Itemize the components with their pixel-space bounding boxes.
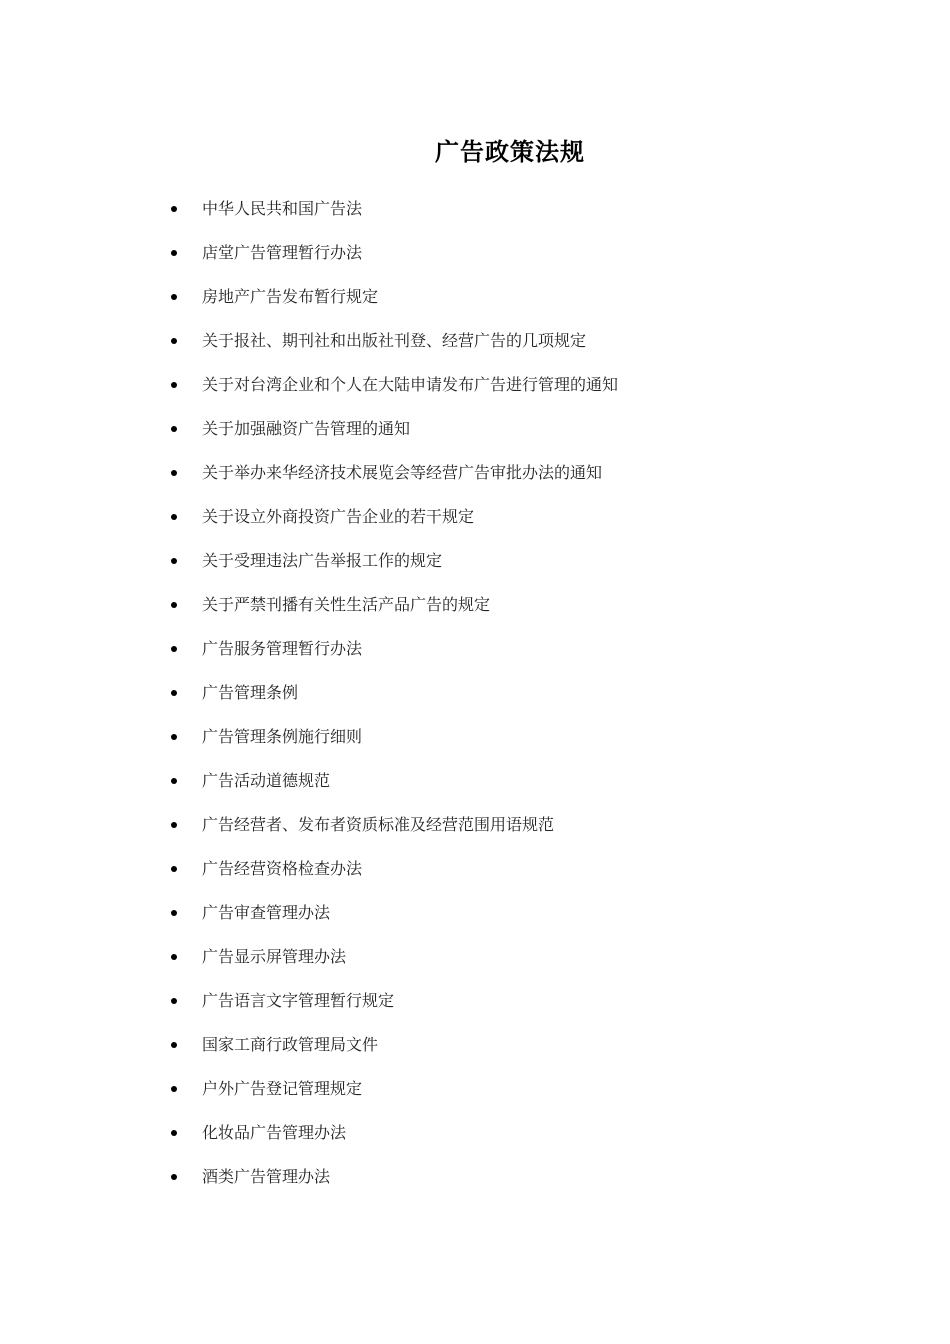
list-item-label: 关于加强融资广告管理的通知 — [202, 419, 411, 438]
list-item-label: 关于举办来华经济技术展览会等经营广告审批办法的通知 — [202, 463, 603, 482]
bullet-icon — [171, 1130, 177, 1136]
list-item-label: 关于严禁刊播有关性生活产品广告的规定 — [202, 595, 491, 614]
list-item-label: 户外广告登记管理规定 — [202, 1079, 363, 1098]
list-item-label: 店堂广告管理暂行办法 — [202, 243, 363, 262]
list-item-label: 广告审查管理办法 — [202, 903, 331, 922]
list-item-label: 关于设立外商投资广告企业的若干规定 — [202, 507, 475, 526]
list-item-label: 广告显示屏管理办法 — [202, 947, 347, 966]
list-item-label: 关于报社、期刊社和出版社刊登、经营广告的几项规定 — [202, 331, 587, 350]
bullet-icon — [171, 646, 177, 652]
list-item-label: 广告经营者、发布者资质标准及经营范围用语规范 — [202, 815, 555, 834]
list-item-label: 酒类广告管理办法 — [202, 1167, 331, 1186]
bullet-icon — [171, 338, 177, 344]
bullet-icon — [171, 1174, 177, 1180]
bullet-icon — [171, 206, 177, 212]
page-title: 广告政策法规 — [435, 137, 585, 166]
list-item-label: 关于对台湾企业和个人在大陆申请发布广告进行管理的通知 — [202, 375, 619, 394]
bullet-icon — [171, 690, 177, 696]
list-item-label: 中华人民共和国广告法 — [202, 199, 363, 218]
bullet-icon — [171, 602, 177, 608]
bullet-icon — [171, 998, 177, 1004]
bullet-icon — [171, 514, 177, 520]
bullet-icon — [171, 778, 177, 784]
bullet-icon — [171, 294, 177, 300]
list-item-label: 广告活动道德规范 — [202, 771, 331, 790]
list-item-label: 广告管理条例施行细则 — [202, 727, 363, 746]
list-item-label: 广告经营资格检查办法 — [202, 859, 363, 878]
list-item-label: 广告管理条例 — [202, 683, 299, 702]
bullet-icon — [171, 382, 177, 388]
list-item-label: 房地产广告发布暂行规定 — [202, 287, 379, 306]
bullet-icon — [171, 250, 177, 256]
bullet-icon — [171, 954, 177, 960]
bullet-icon — [171, 470, 177, 476]
bullet-icon — [171, 734, 177, 740]
list-item-label: 广告语言文字管理暂行规定 — [202, 991, 395, 1010]
bullet-icon — [171, 866, 177, 872]
bullet-icon — [171, 558, 177, 564]
list-item-label: 化妆品广告管理办法 — [202, 1123, 347, 1142]
bullet-icon — [171, 822, 177, 828]
bullet-icon — [171, 1086, 177, 1092]
list-item-label: 国家工商行政管理局文件 — [202, 1035, 379, 1054]
bullet-icon — [171, 910, 177, 916]
bullet-icon — [171, 426, 177, 432]
list-item-label: 关于受理违法广告举报工作的规定 — [202, 551, 443, 570]
list-item-label: 广告服务管理暂行办法 — [202, 639, 363, 658]
bullet-icon — [171, 1042, 177, 1048]
